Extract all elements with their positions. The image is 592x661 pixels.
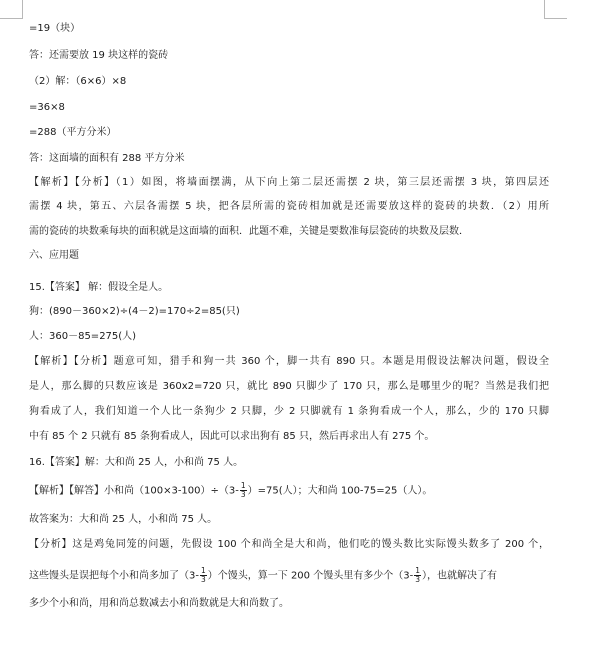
fraction-denominator: 3 xyxy=(415,575,420,584)
text-line: 是人，那么脚的只数应该是 360x2=720 只，就比 890 只脚少了 170 只，那么是哪里少的呢？当然是我们把 xyxy=(29,381,549,392)
fraction-numerator: 1 xyxy=(200,566,206,575)
text-segment: 【解析】【解答】小和尚（100×3-100）÷（3- xyxy=(29,485,239,497)
text-line-with-fraction xyxy=(29,482,432,499)
fraction xyxy=(200,567,207,584)
fraction xyxy=(240,482,247,499)
text-line: 答：还需要放 19 块这样的瓷砖 xyxy=(29,50,169,61)
text-line: 狗：(890－360×2)÷(4－2)=170÷2=85(只) xyxy=(29,306,240,317)
text-segment: ）个馒头，算一下 200 个馒头里有多少个（3- xyxy=(207,570,414,582)
section-heading: 六、应用题 xyxy=(29,250,79,261)
text-line: 需摆 4 块，第五、六层各需摆 5 块，把各层所需的瓷砖相加就是还需要放这样的瓷砖的块数．（2）用所 xyxy=(29,201,549,212)
fraction-denominator: 3 xyxy=(200,575,206,584)
fraction-numerator: 1 xyxy=(415,566,420,575)
fraction xyxy=(414,567,421,584)
page-corner-mark-right xyxy=(544,0,567,19)
text-line: 人：360－85=275(人) xyxy=(29,331,137,342)
text-line: 【解析】【分析】题意可知，猎手和狗一共 360 个，脚一共有 890 只。本题是用假设法解决问题，假设全 xyxy=(29,356,549,367)
text-line: 【分析】这是鸡兔同笼的问题，先假设 100 个和尚全是大和尚，他们吃的馒头数比实际馒头数多了 200 个， xyxy=(29,539,549,550)
text-line: 需的瓷砖的块数乘每块的面积就是这面墙的面积．此题不难，关键是要数准每层瓷砖的块数及层数． xyxy=(29,226,469,237)
text-line: =19（块） xyxy=(29,23,81,34)
fraction-numerator: 1 xyxy=(240,481,246,490)
text-line: 答：这面墙的面积有 288 平方分米 xyxy=(29,153,185,164)
text-line: 中有 85 个 2 只就有 85 条狗看成人，因此可以求出狗有 85 只，然后再求出人有 275 个。 xyxy=(29,431,435,442)
text-line: =288（平方分米） xyxy=(29,127,117,138)
answer-heading: 15.【答案】 解：假设全是人。 xyxy=(29,282,169,293)
text-line: 多少个小和尚，用和尚总数减去小和尚数就是大和尚数了。 xyxy=(29,598,289,609)
fraction-denominator: 3 xyxy=(240,490,246,499)
text-line: （2）解：（6×6）×8 xyxy=(29,76,127,87)
page-corner-mark-left xyxy=(0,0,23,19)
text-line: 狗看成了人，我们知道一个人比一条狗少 2 只脚，少 2 只脚就有 1 条狗看成一个人，那么，少的 170 只脚 xyxy=(29,406,549,417)
text-segment: ）=75(人）；大和尚 100-75=25（人）。 xyxy=(247,485,433,497)
text-line: 【解析】【分析】（1）如图，将墙面摆满，从下向上第二层还需摆 2 块，第三层还需摆 3 块，第四层还 xyxy=(29,177,549,188)
answer-heading: 16.【答案】解：大和尚 25 人，小和尚 75 人。 xyxy=(29,457,244,468)
text-line: =36×8 xyxy=(29,102,65,113)
text-line: 故答案为：大和尚 25 人，小和尚 75 人。 xyxy=(29,514,218,525)
text-segment: 这些馒头是误把每个小和尚多加了（3- xyxy=(29,570,199,582)
text-line-with-fraction xyxy=(29,567,497,584)
text-segment: ），也就解决了有 xyxy=(421,570,497,582)
